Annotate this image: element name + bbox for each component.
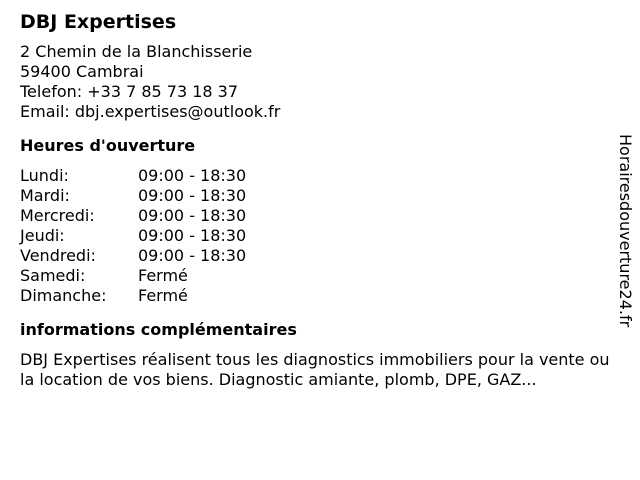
hours-heading: Heures d'ouverture	[20, 136, 196, 155]
hours-time: Fermé	[138, 266, 188, 285]
email-line: Email: dbj.expertises@outlook.fr	[20, 102, 281, 121]
hours-row-dimanche	[20, 286, 610, 306]
info-heading: informations complémentaires	[20, 320, 297, 339]
phone-line: Telefon: +33 7 85 73 18 37	[20, 82, 239, 101]
hours-day: Lundi:	[20, 166, 69, 185]
watermark-text: Horairesdouverture24.fr	[616, 134, 635, 328]
hours-day: Jeudi:	[20, 226, 65, 245]
business-name: DBJ Expertises	[20, 11, 177, 33]
hours-time: Fermé	[138, 286, 188, 305]
hours-day: Dimanche:	[20, 286, 107, 305]
hours-row-vendredi	[20, 246, 610, 266]
hours-row-samedi	[20, 266, 610, 286]
watermark	[613, 134, 637, 346]
hours-day: Mercredi:	[20, 206, 95, 225]
business-card	[20, 10, 610, 390]
hours-time: 09:00 - 18:30	[138, 166, 247, 185]
hours-day: Vendredi:	[20, 246, 96, 265]
address-line-1: 2 Chemin de la Blanchisserie	[20, 42, 253, 61]
hours-day: Samedi:	[20, 266, 86, 285]
hours-row-lundi	[20, 166, 610, 186]
hours-day: Mardi:	[20, 186, 70, 205]
hours-row-mardi	[20, 186, 610, 206]
address-line-2: 59400 Cambrai	[20, 62, 144, 81]
info-description: DBJ Expertises réalisent tous les diagnostics immobiliers pour la vente ou la location de vos biens. Diagnostic amiante, plomb, DPE, GAZ...	[20, 350, 610, 389]
hours-row-jeudi	[20, 226, 610, 246]
hours-row-mercredi	[20, 206, 610, 226]
hours-time: 09:00 - 18:30	[138, 206, 247, 225]
hours-list	[20, 166, 610, 306]
hours-time: 09:00 - 18:30	[138, 226, 247, 245]
hours-time: 09:00 - 18:30	[138, 186, 247, 205]
hours-time: 09:00 - 18:30	[138, 246, 247, 265]
